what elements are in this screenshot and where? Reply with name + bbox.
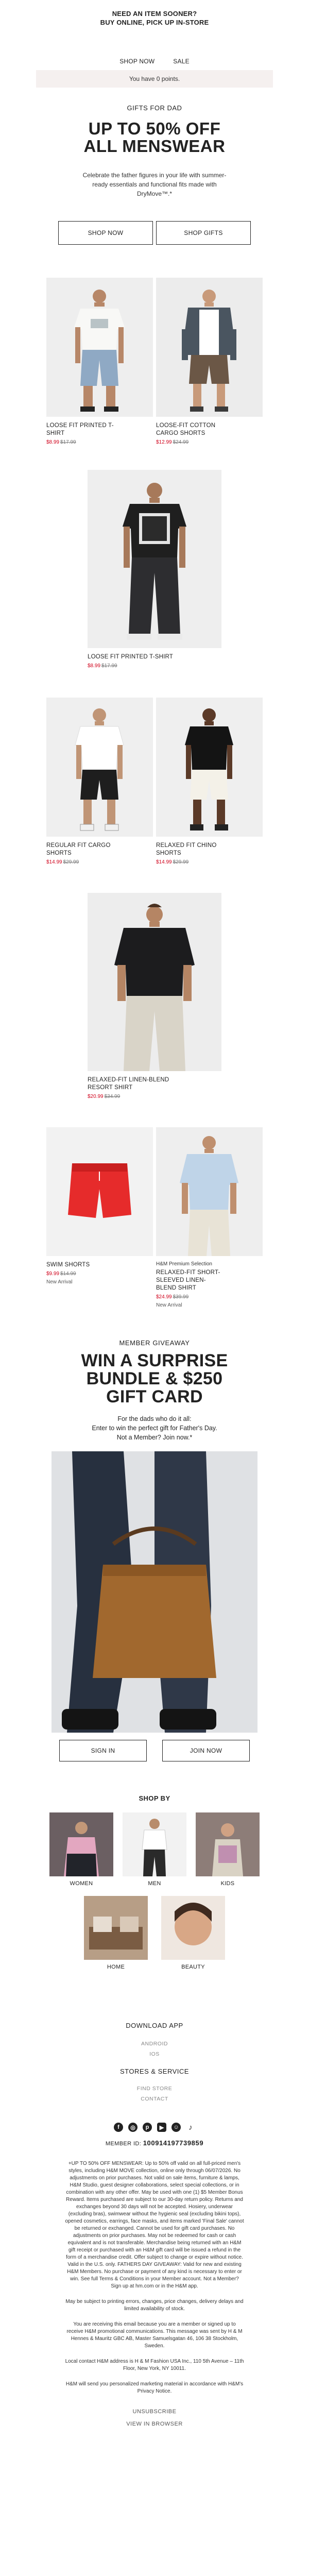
join-now-button[interactable]: JOIN NOW bbox=[162, 1740, 250, 1761]
legal-sender-info: You are receiving this email because you are a member or signed up to receive H&M promotional communications. This message was sent by H & M Hennes & Mauritz GBC AB, Master Samuelsgatan 46, 106 38 Stockholm, Sweden. bbox=[66, 2321, 243, 2349]
stores-service-heading: STORES & SERVICE bbox=[120, 2067, 189, 2075]
product-price bbox=[156, 859, 263, 865]
giveaway-image-tote-bag[interactable] bbox=[52, 1451, 258, 1733]
shop-by-row-1 bbox=[0, 1812, 309, 1887]
points-text: You have 0 points. bbox=[129, 75, 180, 82]
category-beauty-image[interactable] bbox=[161, 1896, 225, 1960]
product-image-printed-tshirt[interactable] bbox=[46, 278, 153, 417]
sale-price: $14.99 bbox=[156, 859, 172, 865]
old-price: $17.99 bbox=[101, 663, 117, 669]
hero-shop-gifts-button[interactable]: SHOP GIFTS bbox=[156, 221, 251, 245]
category-label[interactable]: BEAUTY bbox=[181, 1964, 205, 1970]
giveaway-title: WIN A SURPRISE BUNDLE & $250 GIFT CARD bbox=[81, 1351, 228, 1406]
product-price bbox=[88, 1094, 221, 1099]
social-icons bbox=[0, 2123, 309, 2132]
category-kids[interactable] bbox=[196, 1812, 260, 1887]
product-image-linen-resort-shirt[interactable] bbox=[88, 893, 221, 1071]
sale-price: $9.99 bbox=[46, 1271, 60, 1277]
product-image-swim-shorts[interactable] bbox=[46, 1127, 153, 1256]
pickup-banner-line1: NEED AN ITEM SOONER? bbox=[112, 10, 197, 18]
nav-shop-now-link[interactable]: SHOP NOW bbox=[119, 58, 155, 65]
sale-price: $8.99 bbox=[46, 439, 60, 445]
old-price: $34.99 bbox=[104, 1094, 121, 1099]
product-card[interactable] bbox=[156, 278, 263, 445]
points-bar bbox=[36, 70, 273, 88]
find-store-link[interactable]: FIND STORE bbox=[136, 2086, 173, 2092]
old-price: $39.99 bbox=[173, 1294, 189, 1300]
pinterest-icon[interactable]: p bbox=[143, 2123, 152, 2132]
shop-by-row-2 bbox=[0, 1896, 309, 1970]
product-card[interactable] bbox=[46, 1127, 153, 1285]
hero-kicker: GIFTS FOR DAD bbox=[127, 104, 182, 112]
product-card[interactable] bbox=[46, 698, 153, 865]
product-image-chino-shorts[interactable] bbox=[156, 698, 263, 837]
product-name[interactable]: REGULAR FIT CARGO SHORTS bbox=[46, 842, 111, 856]
product-card[interactable] bbox=[156, 1127, 263, 1308]
sale-price: $14.99 bbox=[46, 859, 62, 865]
product-row-3 bbox=[46, 1127, 263, 1308]
instagram-icon[interactable]: ◎ bbox=[128, 2123, 138, 2132]
sale-price: $24.99 bbox=[156, 1294, 172, 1300]
contact-link[interactable]: CONTACT bbox=[141, 2096, 168, 2102]
product-name[interactable]: RELAXED-FIT LINEN-BLEND RESORT SHIRT bbox=[88, 1077, 169, 1091]
legal-local-address: Local contact H&M address is H & M Fashion USA Inc., 110 5th Avenue – 11th Floor, New York, NY 10011. bbox=[65, 2359, 244, 2371]
category-label[interactable]: HOME bbox=[107, 1964, 125, 1970]
old-price: $17.99 bbox=[60, 439, 76, 445]
android-link[interactable]: ANDROID bbox=[141, 2041, 168, 2047]
shop-by-title: SHOP BY bbox=[139, 1794, 170, 1802]
giveaway-section bbox=[0, 1339, 309, 1761]
pickup-banner[interactable] bbox=[0, 0, 309, 27]
category-men-image[interactable] bbox=[123, 1812, 186, 1876]
hero-text: Celebrate the father figures in your life with summer-ready essentials and functional fits made with DryMove™.* bbox=[82, 172, 227, 197]
legal-offer-terms: +UP TO 50% OFF MENSWEAR: Up to 50% off valid on all full-priced men's styles, including H&M MOVE collection, online only through 06/07/2026. No adjustments on prior purchases. Not valid on sale items, furniture & lamps, H&M Studio, guest designer collaborations, select special collections, or in combination with any other offer. May be used with one (1) $5 Member Bonus Reward. Items purchased are subject to our 30-day return policy. Returns and exchanges beyond 30 days will not be accepted. Hosiery, underwear (excluding bras), swimwear without the hygienic seal (excluding bikini tops), opened cosmetics, earrings, face masks, and items marked 'Final Sale' cannot be returned or exchanged. Cannot be used for gift card purchases. No adjustments on prior purchases. May not be redeemed for cash or cash equivalent and is not transferable. Merchandise being returned with an H&M gift receipt or purchased with an H&M gift card will be issued a refund in the form of a merchandise credit. Offer subject to change or expire without notice. Valid in the U.S. only. FATHERS DAY GIVEAWAY: Valid for new and existing H&M Members. No purchase or payment of any kind is necessary to enter or win. See full Terms & Conditions in your Member account. Not a Member? Sign up at hm.com or in the H&M app. bbox=[65, 2161, 244, 2289]
product-row-1 bbox=[46, 278, 263, 445]
category-kids-image[interactable] bbox=[196, 1812, 260, 1876]
hero-title-line1: UP TO 50% OFF bbox=[88, 119, 221, 138]
product-image-regular-cargo-shorts[interactable] bbox=[46, 698, 153, 837]
ios-link[interactable]: IOS bbox=[149, 2051, 160, 2057]
product-name[interactable]: LOOSE-FIT COTTON CARGO SHORTS bbox=[156, 422, 216, 436]
category-home[interactable] bbox=[84, 1896, 148, 1970]
new-arrival-tag: New Arrival bbox=[156, 1302, 182, 1308]
giveaway-kicker: MEMBER GIVEAWAY bbox=[119, 1339, 190, 1347]
product-name[interactable]: LOOSE FIT PRINTED T-SHIRT bbox=[88, 654, 174, 660]
product-card[interactable] bbox=[88, 893, 221, 1099]
member-id-label: MEMBER ID: bbox=[105, 2141, 142, 2147]
giveaway-buttons bbox=[0, 1740, 309, 1761]
product-card[interactable] bbox=[88, 470, 221, 669]
hero-buttons bbox=[0, 221, 309, 245]
product-name[interactable]: LOOSE FIT PRINTED T- SHIRT bbox=[46, 422, 114, 436]
footer bbox=[0, 2022, 309, 2427]
product-image-printed-tshirt-dark[interactable] bbox=[88, 470, 221, 648]
sign-in-button[interactable]: SIGN IN bbox=[59, 1740, 147, 1761]
product-name[interactable]: RELAXED-FIT SHORT- SLEEVED LINEN- BLEND SHIRT bbox=[156, 1269, 220, 1291]
category-beauty[interactable] bbox=[161, 1896, 225, 1970]
product-price bbox=[46, 439, 153, 445]
hero-title-line2: ALL MENSWEAR bbox=[83, 137, 226, 156]
premium-selection-label: H&M Premium Selection bbox=[156, 1261, 212, 1267]
product-price bbox=[156, 1294, 263, 1300]
view-in-browser-link[interactable]: VIEW IN BROWSER bbox=[126, 2421, 183, 2427]
category-women[interactable] bbox=[49, 1812, 113, 1887]
product-price bbox=[46, 1271, 153, 1277]
shop-by-section bbox=[0, 1794, 309, 1970]
product-card[interactable] bbox=[156, 698, 263, 865]
category-women-image[interactable] bbox=[49, 1812, 113, 1876]
product-name[interactable]: RELAXED FIT CHINO SHORTS bbox=[156, 842, 217, 856]
product-row-2 bbox=[46, 698, 263, 865]
unsubscribe-link[interactable]: UNSUBSCRIBE bbox=[132, 2409, 177, 2415]
category-men[interactable] bbox=[123, 1812, 186, 1887]
giveaway-text: For the dads who do it all: Enter to win the perfect gift for Father's Day. Not a Member? Join now.* bbox=[92, 1415, 217, 1441]
legal-disclaimer: May be subject to printing errors, changes, price changes, delivery delays and limited availability of stock. bbox=[65, 2299, 244, 2312]
product-image-cargo-shorts[interactable] bbox=[156, 278, 263, 417]
legal-privacy-note: H&M will send you personalized marketing material in accordance with H&M's Privacy Notice. bbox=[65, 2381, 244, 2394]
product-price bbox=[46, 859, 153, 865]
hero-title bbox=[0, 120, 309, 155]
product-image-linen-short-sleeve-shirt[interactable] bbox=[156, 1127, 263, 1256]
old-price: $24.99 bbox=[173, 439, 189, 445]
sale-price: $20.99 bbox=[88, 1094, 104, 1099]
facebook-icon[interactable]: f bbox=[114, 2123, 123, 2132]
download-app-heading: DOWNLOAD APP bbox=[126, 2022, 183, 2029]
snapchat-icon[interactable]: ☺ bbox=[171, 2123, 181, 2132]
category-label[interactable]: KIDS bbox=[220, 1880, 235, 1887]
category-home-image[interactable] bbox=[84, 1896, 148, 1960]
category-label[interactable]: WOMEN bbox=[70, 1880, 93, 1887]
pickup-banner-line2: BUY ONLINE, PICK UP IN-STORE bbox=[100, 19, 209, 26]
product-price bbox=[88, 663, 221, 669]
old-price: $29.99 bbox=[173, 859, 189, 865]
product-card[interactable] bbox=[46, 278, 153, 445]
hero-shop-now-button[interactable]: SHOP NOW bbox=[58, 221, 153, 245]
new-arrival-tag: New Arrival bbox=[46, 1279, 73, 1285]
nav-sale-link[interactable]: SALE bbox=[173, 58, 190, 65]
member-id bbox=[0, 2139, 309, 2147]
product-name[interactable]: SWIM SHORTS bbox=[46, 1262, 90, 1268]
sale-price: $8.99 bbox=[88, 663, 101, 669]
product-price bbox=[156, 439, 263, 445]
tiktok-icon[interactable]: ♪ bbox=[186, 2123, 195, 2132]
youtube-icon[interactable]: ▶ bbox=[157, 2123, 166, 2132]
category-label[interactable]: MEN bbox=[148, 1880, 161, 1887]
sale-price: $12.99 bbox=[156, 439, 172, 445]
top-nav bbox=[0, 58, 309, 65]
old-price: $14.99 bbox=[60, 1271, 76, 1277]
old-price: $29.99 bbox=[63, 859, 79, 865]
member-id-value: 100914197739859 bbox=[143, 2139, 204, 2147]
